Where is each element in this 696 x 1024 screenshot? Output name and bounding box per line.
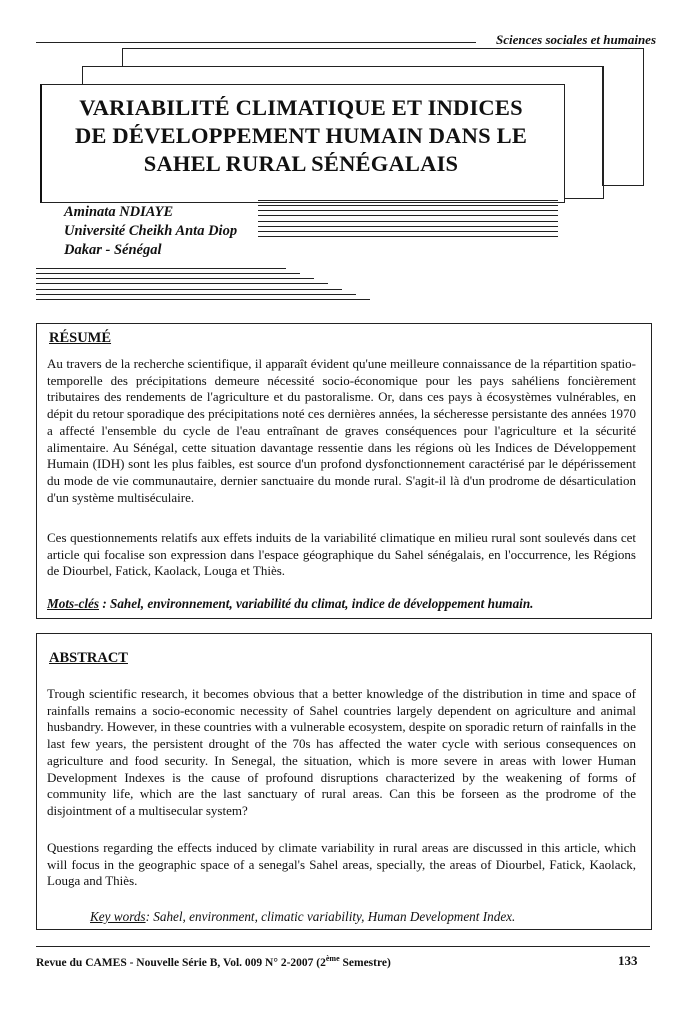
footer-rule (36, 946, 650, 947)
resume-paragraph-2: Ces questionnements relatifs aux effets induits de la variabilité climatique en milieu rural sont soulevés dans cet article qui focalise son expression dans l'espace géographique du Sahel sénégalais, en l'occurrence, les Régions de Diourbel, Fatick, Kaolack, Louga et Thiès. (47, 530, 636, 579)
abstract-keywords-text: : Sahel, environment, climatic variability, Human Development Index. (145, 909, 516, 924)
page-number: 133 (618, 953, 638, 968)
resume-keywords-text: : Sahel, environnement, variabilité du climat, indice de développement humain. (99, 596, 534, 611)
title-line-1: VARIABILITÉ CLIMATIQUE ET INDICES (79, 95, 523, 120)
title-frame-edge (602, 66, 603, 186)
abstract-paragraph-1: Trough scientific research, it becomes obvious that a better knowledge of the distribution in time and space of rainfalls remains a socio-economic necessity of Sahel countries largely dependent on agriculture and animal husbandry. However, in these countries with a vulnerable ecosystem, despite on sporadic return of rainfalls in the last few years, the persistent drought of the 70s has affected the water cycle with serious consequences on agriculture and food security. In Senegal, the situation, which is more severe in areas with lower Human Development Indexes is the cause of profound disruptions characterized by the weakening of forms of community life, which are the last sanctuary of rural areas. Can this be forseen as the prodrome of the disjointment of a multisecular system? (47, 686, 636, 818)
article-title (46, 94, 556, 178)
abstract-heading: ABSTRACT (49, 650, 128, 666)
author-location: Dakar - Sénégal (64, 242, 162, 258)
resume-paragraph-1: Au travers de la recherche scientifique, il apparaît évident qu'une meilleure connaissance de la répartition spatio-temporelle des précipitations demeure nécessité socio-économique pour les pays sahéliens foncièrement tributaires des rendements de l'agriculture et du pastoralisme. Or, dans ces pays à écosystèmes vulnérables, en dépit du retour sporadique des précipitations noté ces dernières années, la sécheresse persistante des années 1970 a affecté l'ensemble du cycle de l'eau entraînant de graves conséquences pour l'agriculture et la sécurité alimentaire. Au Sénégal, cette situation davantage ressentie dans les régions où les Indices de Développement Humain (IDH) sont les plus faibles, est source d'un profond dysfonctionnement caractérisé par le dépérissement du mode de vie communautaire, dernier sanctuaire du monde rural. S'agit-il là d'un prodrome de désarticulation d'un système multiséculaire. (47, 356, 636, 505)
abstract-keywords-label: Key words (90, 909, 146, 924)
abstract-paragraph-2: Questions regarding the effects induced by climate variability in rural areas are discussed in this article, which will focus in the geographic space of a senegal's Sahel areas, specially, the areas of Diourbel, Fatick, Kaolack, Louga and Thiès. (47, 840, 636, 889)
abstract-keywords (90, 909, 515, 925)
author-affiliation: Université Cheikh Anta Diop (64, 223, 238, 239)
footer-journal: Revue du CAMES - Nouvelle Série B, Vol. 009 N° 2-2007 (2ème Semestre) (36, 954, 391, 969)
title-line-3: SAHEL RURAL SÉNÉGALAIS (143, 151, 459, 176)
footer-superscript: ème (325, 954, 340, 963)
title-line-2: DE DÉVELOPPEMENT HUMAIN DANS LE (74, 123, 528, 148)
section-label: Sciences sociales et humaines (496, 32, 656, 47)
author-name: Aminata NDIAYE (64, 204, 174, 220)
resume-keywords-label: Mots-clés (47, 596, 100, 611)
resume-heading: RÉSUMÉ (49, 330, 112, 346)
header-rule (36, 42, 476, 43)
resume-keywords (47, 596, 533, 612)
